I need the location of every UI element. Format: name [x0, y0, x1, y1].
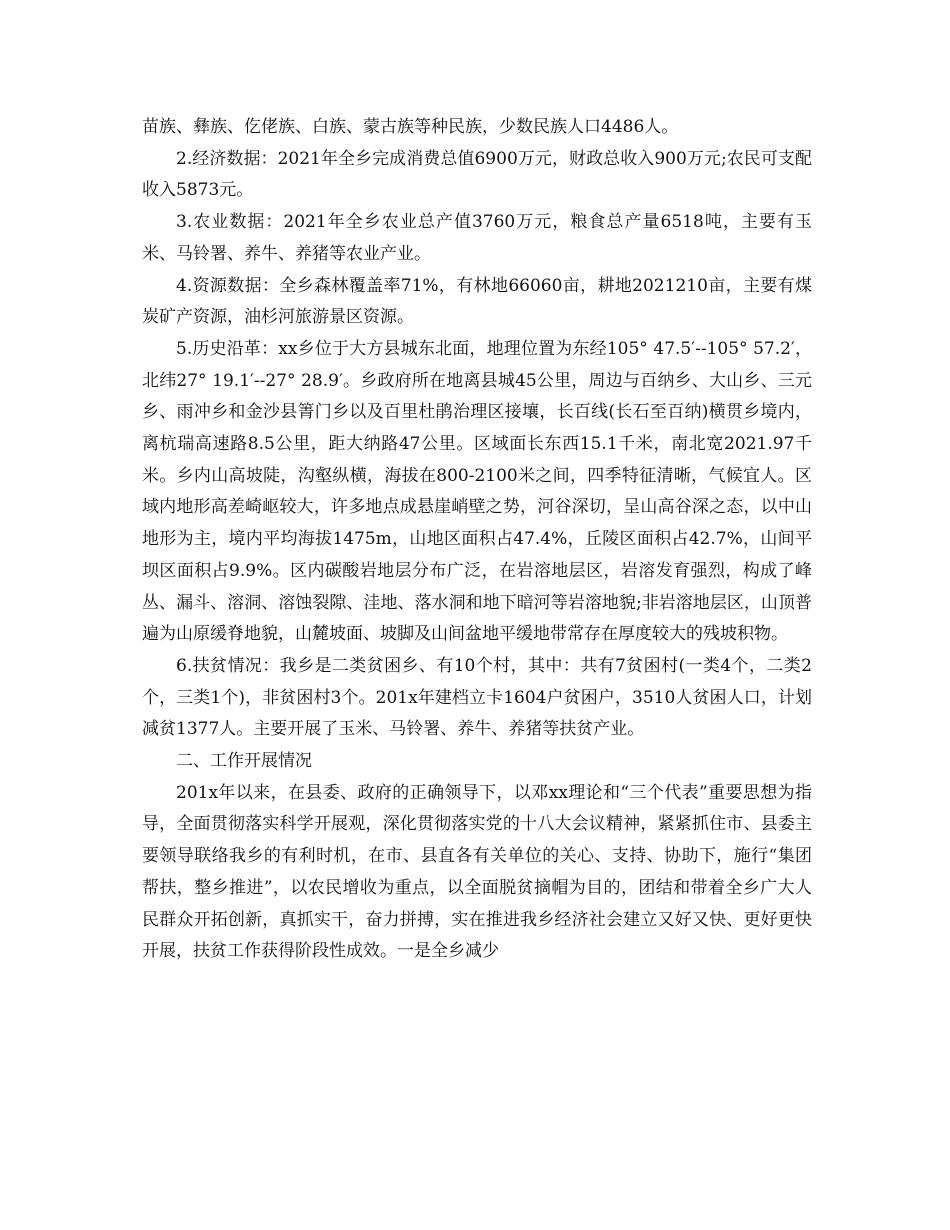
paragraph-work-overview: 201x年以来，在县委、政府的正确领导下，以邓xx理论和“三个代表”重要思想为指导，全面贯彻落实科学开展观，深化贯彻落实党的十八大会议精神，紧紧抓住市、县委主要领导联络我乡的有利时机，在市、县直各有关单位的关心、支持、协助下，施行“集团帮扶，整乡推进”，以农民增收为重点，以全面脱贫摘帽为目的，团结和带着全乡广大人民群众开拓创新，真抓实干，奋力拼搏，实在推进我乡经济社会建立又好又快、更好更快开展，扶贫工作获得阶段性成效。一是全乡减少 — [142, 782, 812, 962]
paragraph-poverty-alleviation: 6.扶贫情况：我乡是二类贫困乡、有10个村，其中：共有7贫困村(一类4个，二类2个，三类1个)，非贫困村3个。201x年建档立卡1604户贫困户，3510人贫困人口，计划减贫1377人。主要开展了玉米、马铃署、养牛、养猪等扶贫产业。 — [142, 655, 812, 740]
paragraph-resource-data: 4.资源数据：全乡森林覆盖率71%，有林地66060亩，耕地2021210亩，主要有煤炭矿产资源，油杉河旅游景区资源。 — [142, 275, 812, 328]
paragraph-ethnic-groups: 苗族、彝族、仡佬族、白族、蒙古族等种民族，少数民族人口4486人。 — [142, 117, 679, 137]
section-heading-work-progress: 二、工作开展情况 — [176, 751, 312, 772]
paragraph-history: 5.历史沿革：xx乡位于大方县城东北面，地理位置为东经105° 47.5′--105° 57.2′，北纬27° 19.1′--27° 28.9′。乡政府所在地离县城45公里，周边与百纳乡、大山乡、三元乡、雨冲乡和金沙县箐门乡以及百里杜鹃治理区接壤，长百线(长石至百纳)横贯乡境内，离杭瑞高速路8.5公里，距大纳路47公里。区域面长东西15.1千米，南北宽2021.97千米。乡内山高坡陡，沟壑纵横，海拔在800-2100米之间，四季特征清晰，气候宜人。区域内地形高差崎岖较大，许多地点成悬崖峭壁之势，河谷深切，呈山高谷深之态，以中山地形为主，境内平均海拔1475m，山地区面积占47.4%，丘陵区面积占42.7%，山间平坝区面积占9.9%。区内碳酸岩地层分布广泛，在岩溶地层区，岩溶发育强烈，构成了峰丛、漏斗、溶洞、溶蚀裂隙、洼地、落水洞和地下暗河等岩溶地貌;非岩溶地层区，山顶普遍为山原缓脊地貌，山麓坡面、坡脚及山间盆地平缓地带常存在厚度较大的残坡积物。 — [142, 338, 812, 645]
paragraph-agriculture-data: 3.农业数据：2021年全乡农业总产值3760万元，粮食总产量6518吨，主要有玉米、马铃署、养牛、养猪等农业产业。 — [142, 212, 812, 264]
document-body — [142, 112, 812, 968]
paragraph-economic-data: 2.经济数据：2021年全乡完成消费总值6900万元，财政总收入900万元;农民可支配收入5873元。 — [142, 148, 812, 201]
